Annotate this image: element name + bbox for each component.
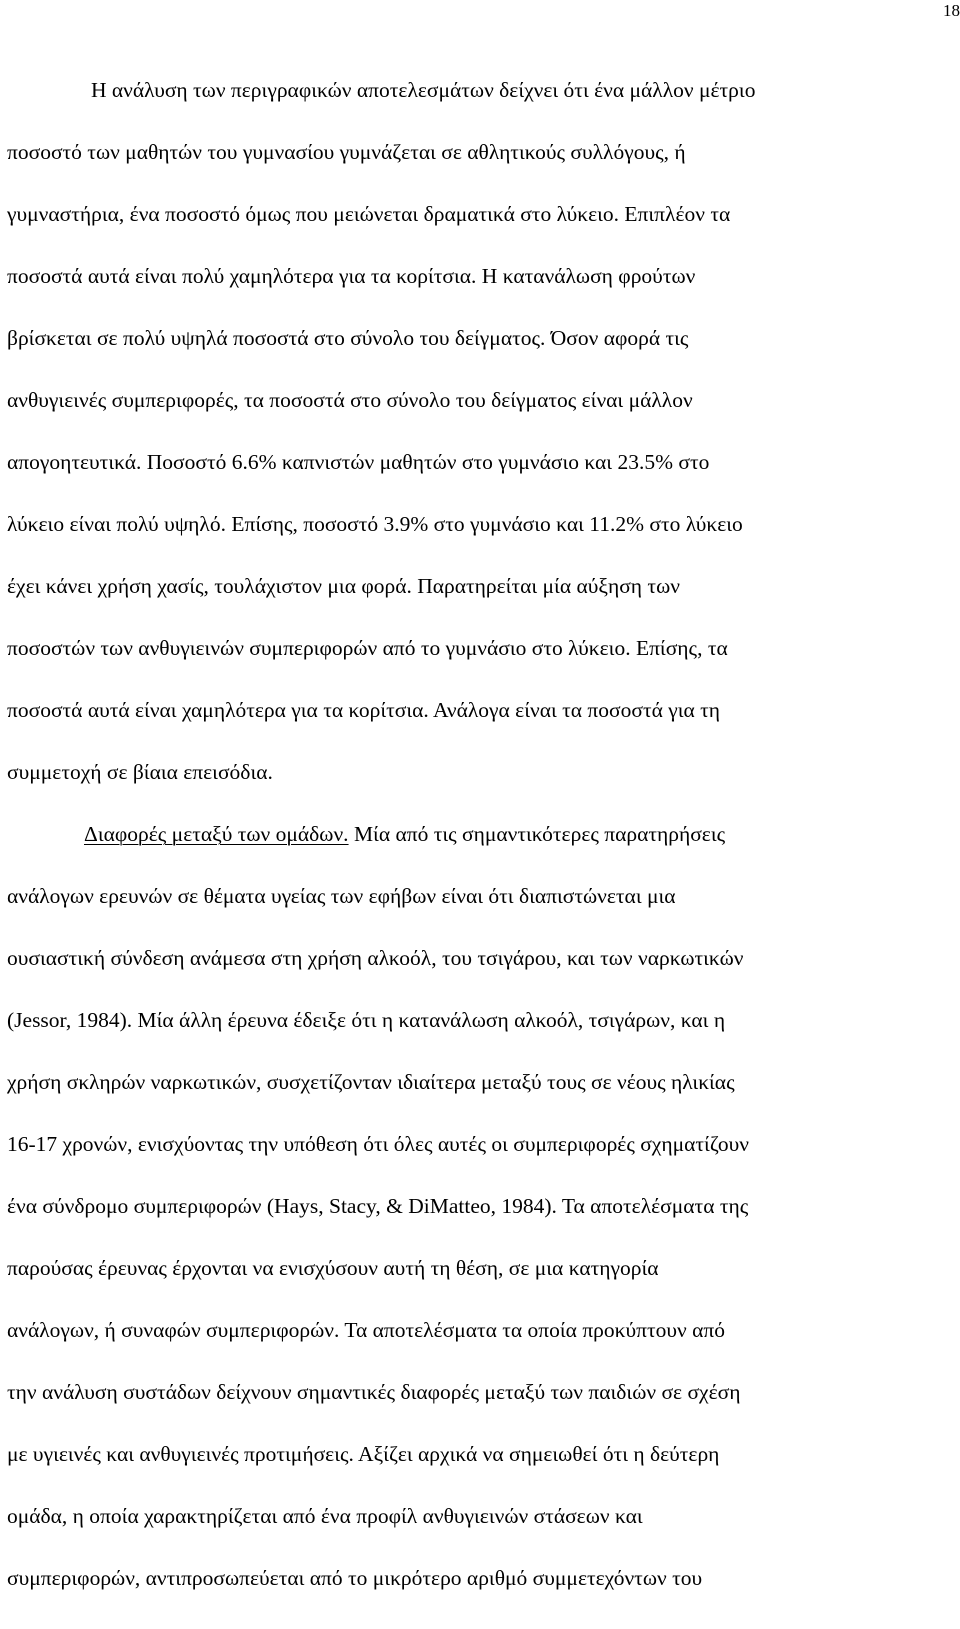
text-line: συμμετοχή σε βίαια επεισόδια. xyxy=(7,760,273,784)
text-line: ποσοστά αυτά είναι χαμηλότερα για τα κορίτσια. Ανάλογα είναι τα ποσοστά για τη xyxy=(7,698,721,722)
text-line: λύκειο είναι πολύ υψηλό. Επίσης, ποσοστό 3.9% στο γυμνάσιο και 11.2% στο λύκειο xyxy=(7,512,743,536)
section-heading: Διαφορές μεταξύ των ομάδων. xyxy=(84,822,349,846)
text-line: βρίσκεται σε πολύ υψηλά ποσοστά στο σύνολο του δείγματος. Όσον αφορά τις xyxy=(7,326,689,350)
text-line: ποσοστά αυτά είναι πολύ χαμηλότερα για τα κορίτσια. Η κατανάλωση φρούτων xyxy=(7,264,696,288)
text-line: ένα σύνδρομο συμπεριφορών (Hays, Stacy, & DiMatteo, 1984). Τα αποτελέσματα της xyxy=(7,1194,749,1218)
text-line: παρούσας έρευνας έρχονται να ενισχύσουν αυτή τη θέση, σε μια κατηγορία xyxy=(7,1256,659,1280)
heading-line-text: Μία από τις σημαντικότερες παρατηρήσεις xyxy=(348,822,726,846)
text-line xyxy=(84,820,725,848)
text-line: χρήση σκληρών ναρκωτικών, συσχετίζονταν ιδιαίτερα μεταξύ τους σε νέους ηλικίας xyxy=(7,1070,735,1094)
text-line: ποσοστό των μαθητών του γυμνασίου γυμνάζεται σε αθλητικούς συλλόγους, ή xyxy=(7,140,686,164)
text-line: με υγιεινές και ανθυγιεινές προτιμήσεις. Αξίζει αρχικά να σημειωθεί ότι η δεύτερη xyxy=(7,1442,720,1466)
text-line: την ανάλυση συστάδων δείχνουν σημαντικές διαφορές μεταξύ των παιδιών σε σχέση xyxy=(7,1380,741,1404)
text-line: ομάδα, η οποία χαρακτηρίζεται από ένα προφίλ ανθυγιεινών στάσεων και xyxy=(7,1504,643,1528)
text-line: ανθυγιεινές συμπεριφορές, τα ποσοστά στο σύνολο του δείγματος είναι μάλλον xyxy=(7,388,693,412)
text-line: ανάλογων, ή συναφών συμπεριφορών. Τα αποτελέσματα τα οποία προκύπτουν από xyxy=(7,1318,725,1342)
text-line: έχει κάνει χρήση χασίς, τουλάχιστον μια φορά. Παρατηρείται μία αύξηση των xyxy=(7,574,680,598)
page-number: 18 xyxy=(943,1,960,20)
text-line: συμπεριφορών, αντιπροσωπεύεται από το μικρότερο αριθμό συμμετεχόντων του xyxy=(7,1566,703,1590)
text-line: ποσοστών των ανθυγιεινών συμπεριφορών από το γυμνάσιο στο λύκειο. Επίσης, τα xyxy=(7,636,728,660)
text-line: 16-17 χρονών, ενισχύοντας την υπόθεση ότι όλες αυτές οι συμπεριφορές σχηματίζουν xyxy=(7,1132,750,1156)
text-line: Η ανάλυση των περιγραφικών αποτελεσμάτων δείχνει ότι ένα μάλλον μέτριο xyxy=(91,78,756,102)
text-line: (Jessor, 1984). Μία άλλη έρευνα έδειξε ότι η κατανάλωση αλκοόλ, τσιγάρων, και η xyxy=(7,1008,726,1032)
text-line: απογοητευτικά. Ποσοστό 6.6% καπνιστών μαθητών στο γυμνάσιο και 23.5% στο xyxy=(7,450,710,474)
text-line: γυμναστήρια, ένα ποσοστό όμως που μειώνεται δραματικά στο λύκειο. Επιπλέον τα xyxy=(7,202,731,226)
text-line: ανάλογων ερευνών σε θέματα υγείας των εφήβων είναι ότι διαπιστώνεται μια xyxy=(7,884,676,908)
text-line: ουσιαστική σύνδεση ανάμεσα στη χρήση αλκοόλ, του τσιγάρου, και των ναρκωτικών xyxy=(7,946,744,970)
